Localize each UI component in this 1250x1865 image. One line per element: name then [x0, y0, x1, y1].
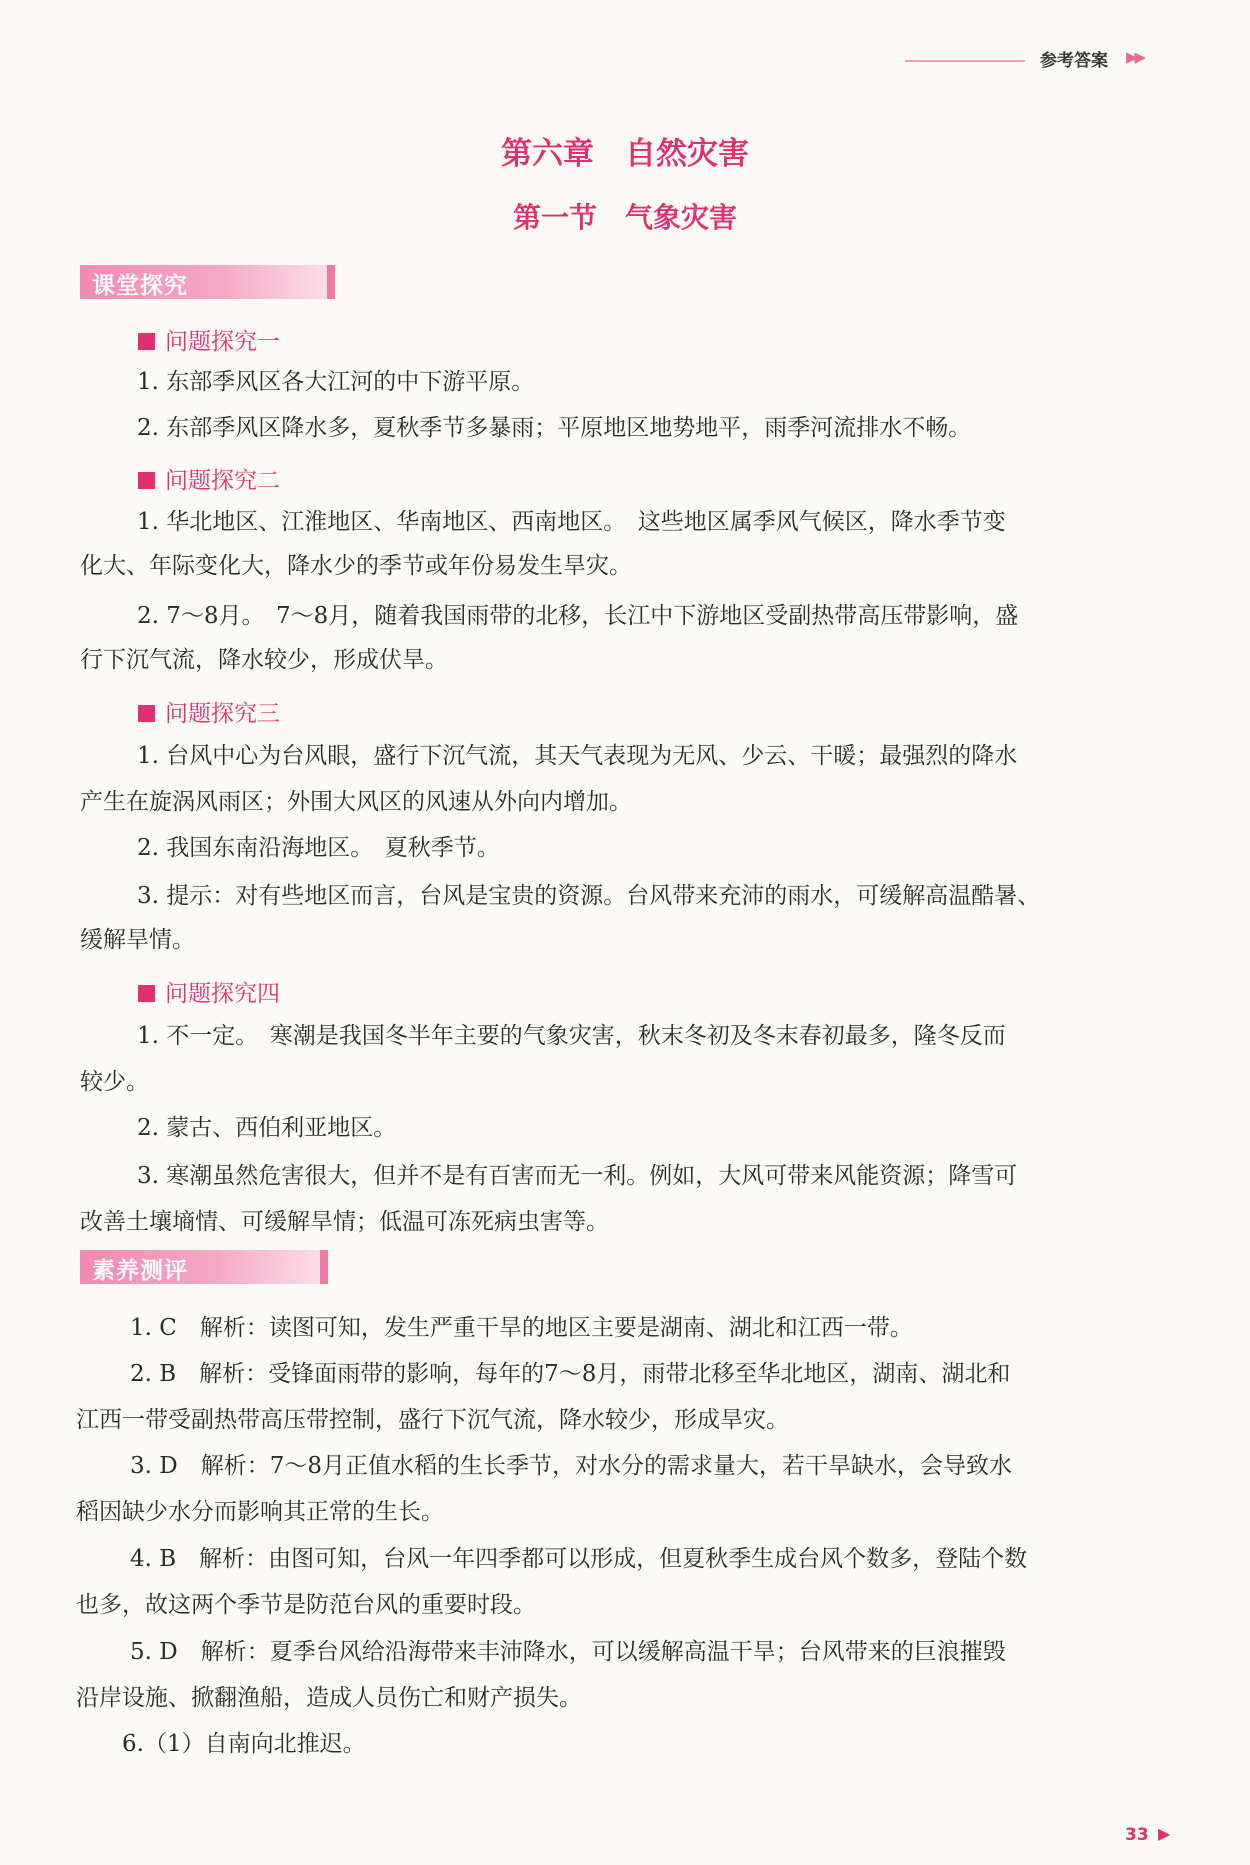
square-bullet-icon: [138, 985, 155, 1002]
q4-title: 问题探究四: [165, 981, 280, 1007]
section-title: 第一节 气象灾害: [512, 201, 737, 234]
q3-line: 产生在旋涡风雨区；外围大风区的风速从外向内增加。: [80, 789, 632, 815]
assessment-line: 6.（1）自南向北推迟。: [122, 1731, 366, 1757]
header-arrow-icon: ▶▶: [1126, 48, 1144, 66]
header-rule: [905, 60, 1025, 62]
q4-line: 1. 不一定。 寒潮是我国冬半年主要的气象灾害，秋末冬初及冬末春初最多，隆冬反而: [137, 1023, 1006, 1049]
q4-line: 3. 寒潮虽然危害很大，但并不是有百害而无一利。例如，大风可带来风能资源；降雪可: [137, 1163, 1018, 1189]
square-bullet-icon: [138, 705, 155, 722]
q3-heading: [138, 695, 280, 728]
assessment-line: 4. B 解析：由图可知，台风一年四季都可以形成，但夏秋季生成台风个数多，登陆个数: [130, 1546, 1028, 1572]
q1-heading: [138, 323, 280, 356]
q1-title: 问题探究一: [165, 329, 280, 355]
q1-line: 2. 东部季风区降水多，夏秋季节多暴雨；平原地区地势地平，雨季河流排水不畅。: [137, 415, 972, 441]
page-arrow-icon: ▶: [1158, 1824, 1171, 1843]
assessment-line: 江西一带受副热带高压带控制，盛行下沉气流，降水较少，形成旱灾。: [76, 1407, 789, 1433]
banner-assessment-label: 素养测评: [92, 1258, 188, 1284]
assessment-line: 也多，故这两个季节是防范台风的重要时段。: [76, 1592, 536, 1618]
q4-line: 改善土壤墒情、可缓解旱情；低温可冻死病虫害等。: [80, 1209, 609, 1235]
page-number: 33: [1125, 1825, 1149, 1845]
q3-line: 缓解旱情。: [80, 927, 195, 953]
banner-classroom-label: 课堂探究: [92, 273, 188, 299]
square-bullet-icon: [138, 472, 155, 489]
square-bullet-icon: [138, 333, 155, 350]
q3-line: 3. 提示：对有些地区而言，台风是宝贵的资源。台风带来充沛的雨水，可缓解高温酷暑、: [137, 883, 1041, 909]
q3-line: 2. 我国东南沿海地区。 夏秋季节。: [137, 835, 500, 861]
header-label: 参考答案: [1040, 51, 1108, 71]
q2-heading: [138, 462, 280, 495]
q2-line: 行下沉气流，降水较少，形成伏旱。: [80, 647, 448, 673]
q4-line: 较少。: [80, 1069, 149, 1095]
assessment-line: 1. C 解析：读图可知，发生严重干旱的地区主要是湖南、湖北和江西一带。: [130, 1315, 913, 1341]
banner-assessment: [80, 1250, 328, 1284]
q2-line: 1. 华北地区、江淮地区、华南地区、西南地区。 这些地区属季风气候区，降水季节变: [137, 509, 1006, 535]
q3-line: 1. 台风中心为台风眼，盛行下沉气流，其天气表现为无风、少云、干暖；最强烈的降水: [137, 743, 1018, 769]
assessment-line: 5. D 解析：夏季台风给沿海带来丰沛降水，可以缓解高温干旱；台风带来的巨浪摧毁: [130, 1639, 1006, 1665]
q1-line: 1. 东部季风区各大江河的中下游平原。: [137, 369, 535, 395]
banner-classroom: [80, 265, 335, 299]
q2-line: 化大、年际变化大，降水少的季节或年份易发生旱灾。: [80, 553, 632, 579]
assessment-line: 沿岸设施、掀翻渔船，造成人员伤亡和财产损失。: [76, 1685, 582, 1711]
assessment-line: 2. B 解析：受锋面雨带的影响，每年的7～8月，雨带北移至华北地区，湖南、湖北和: [130, 1361, 1011, 1387]
q4-heading: [138, 975, 280, 1008]
chapter-title: 第六章 自然灾害: [501, 136, 749, 172]
assessment-line: 稻因缺少水分而影响其正常的生长。: [76, 1499, 444, 1525]
assessment-line: 3. D 解析：7～8月正值水稻的生长季节，对水分的需求量大，若干旱缺水，会导致水: [130, 1453, 1012, 1479]
q2-line: 2. 7～8月。 7～8月，随着我国雨带的北移，长江中下游地区受副热带高压带影响，盛: [137, 603, 1019, 629]
q4-line: 2. 蒙古、西伯利亚地区。: [137, 1115, 397, 1141]
q3-title: 问题探究三: [165, 701, 280, 727]
q2-title: 问题探究二: [165, 468, 280, 494]
